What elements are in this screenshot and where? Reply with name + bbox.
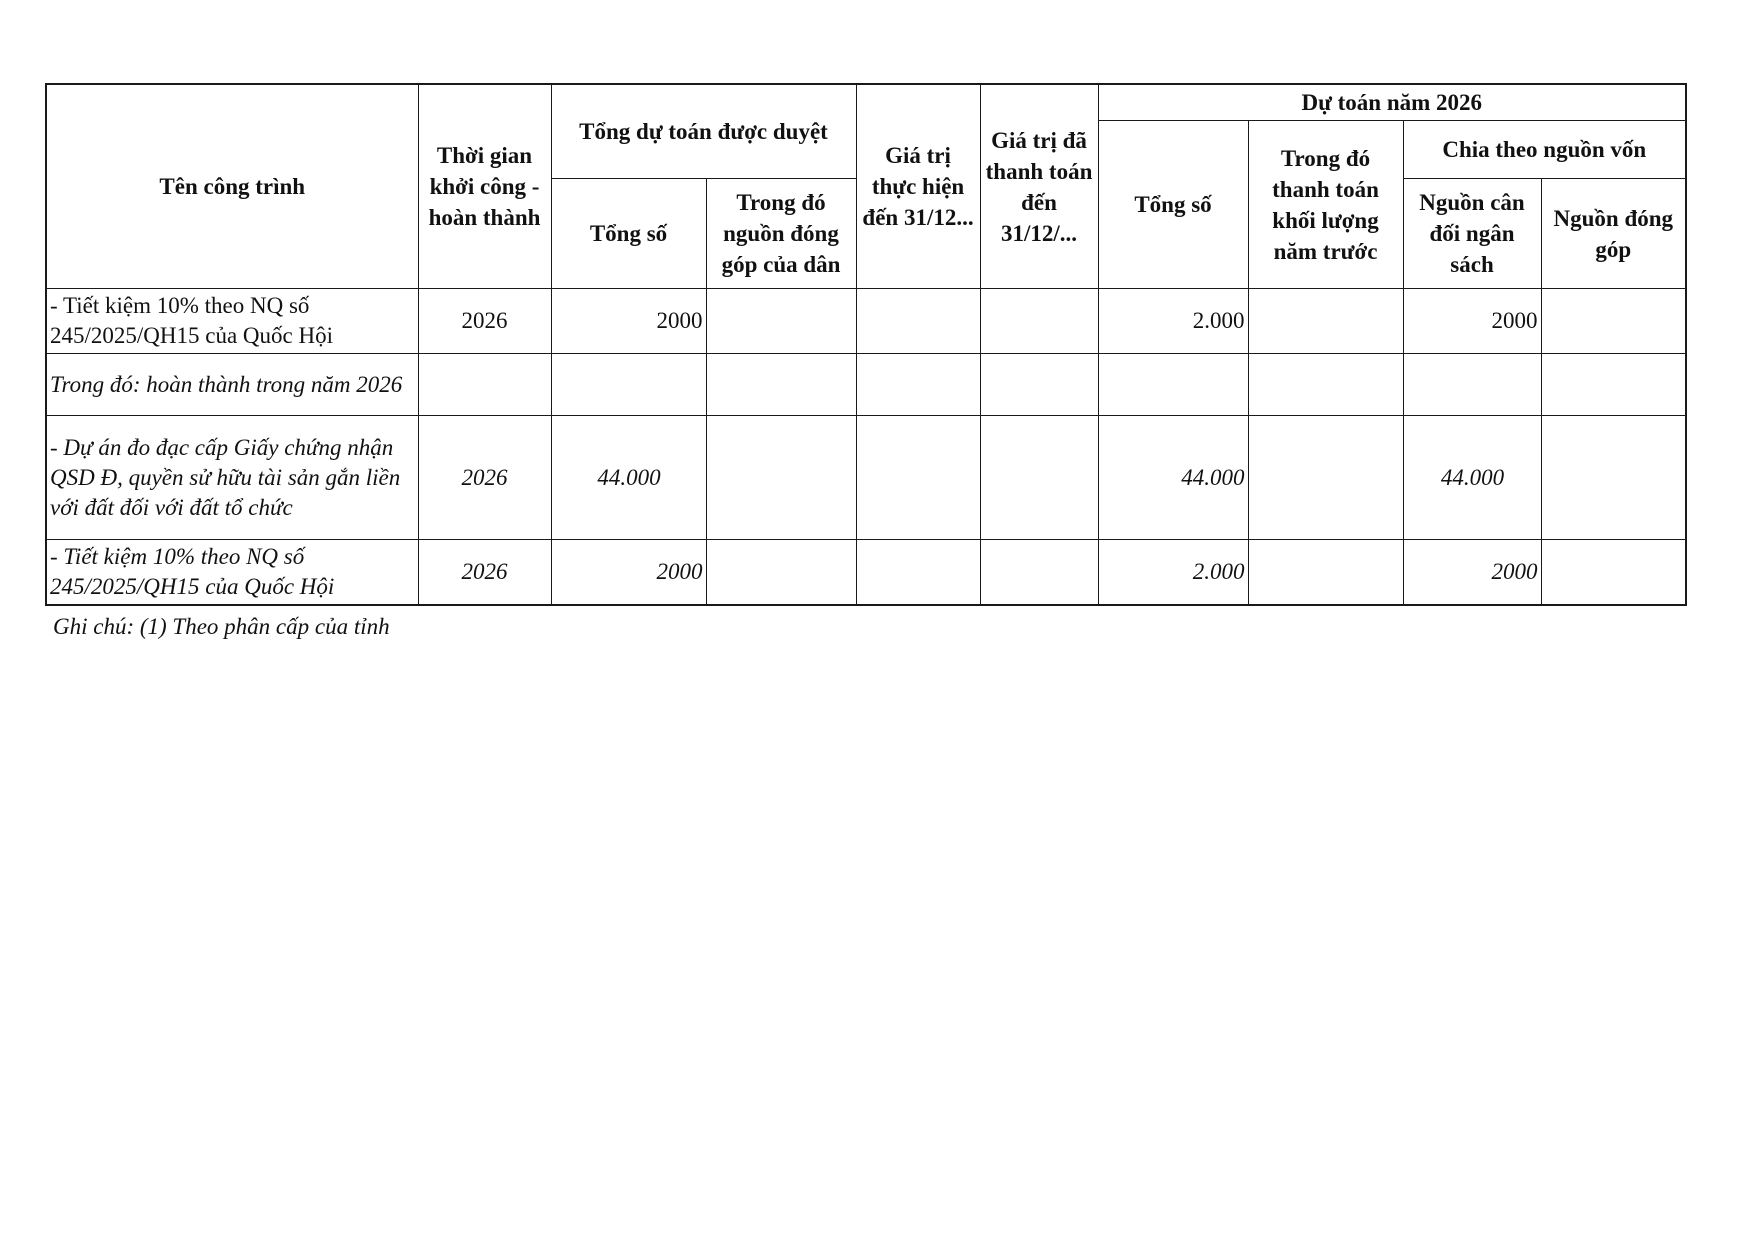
cell-value-done xyxy=(856,416,980,540)
cell-source-contrib xyxy=(1541,540,1686,606)
table-row xyxy=(46,540,1686,606)
header-name: Tên công trình xyxy=(46,84,418,289)
header-row-1 xyxy=(46,84,1686,121)
cell-name: - Dự án đo đạc cấp Giấy chứng nhận QSD Đ, quyền sử hữu tài sản gắn liền với đất đối với đất tổ chức xyxy=(46,416,418,540)
header-source-budget: Nguồn cân đối ngân sách xyxy=(1403,179,1541,289)
document-sheet xyxy=(45,83,1685,642)
header-approved-group: Tổng dự toán được duyệt xyxy=(551,84,856,179)
header-approved-total: Tổng số xyxy=(551,179,706,289)
table-row xyxy=(46,289,1686,354)
header-value-paid: Giá trị đã thanh toán đến 31/12/... xyxy=(980,84,1098,289)
cell-budget-prev xyxy=(1248,416,1403,540)
cell-name: - Tiết kiệm 10% theo NQ số 245/2025/QH15 của Quốc Hội xyxy=(46,540,418,606)
cell-budget-total: 44.000 xyxy=(1098,416,1248,540)
cell-budget-prev xyxy=(1248,354,1403,416)
header-time: Thời gian khởi công - hoàn thành xyxy=(418,84,551,289)
cell-source-budget: 44.000 xyxy=(1403,416,1541,540)
cell-budget-total xyxy=(1098,354,1248,416)
cell-value-paid xyxy=(980,416,1098,540)
cell-name: - Tiết kiệm 10% theo NQ số 245/2025/QH15 của Quốc Hội xyxy=(46,289,418,354)
cell-source-budget xyxy=(1403,354,1541,416)
header-source-group: Chia theo nguồn vốn xyxy=(1403,121,1686,179)
cell-value-paid xyxy=(980,540,1098,606)
cell-value-done xyxy=(856,289,980,354)
cell-approved-total: 2000 xyxy=(551,289,706,354)
cell-approved-total: 44.000 xyxy=(551,416,706,540)
cell-budget-total: 2.000 xyxy=(1098,540,1248,606)
cell-approved-people xyxy=(706,354,856,416)
cell-budget-prev xyxy=(1248,289,1403,354)
header-budget-total: Tổng số xyxy=(1098,121,1248,289)
budget-table xyxy=(45,83,1687,606)
cell-budget-prev xyxy=(1248,540,1403,606)
cell-time: 2026 xyxy=(418,540,551,606)
cell-approved-people xyxy=(706,289,856,354)
cell-approved-total xyxy=(551,354,706,416)
cell-value-paid xyxy=(980,289,1098,354)
footnote: Ghi chú: (1) Theo phân cấp của tỉnh xyxy=(53,614,390,639)
table-row xyxy=(46,354,1686,416)
cell-value-done xyxy=(856,354,980,416)
header-value-done: Giá trị thực hiện đến 31/12... xyxy=(856,84,980,289)
cell-source-budget: 2000 xyxy=(1403,289,1541,354)
cell-source-contrib xyxy=(1541,289,1686,354)
header-budget-prev: Trong đó thanh toán khối lượng năm trước xyxy=(1248,121,1403,289)
cell-value-paid xyxy=(980,354,1098,416)
cell-approved-people xyxy=(706,540,856,606)
cell-source-contrib xyxy=(1541,354,1686,416)
cell-approved-people xyxy=(706,416,856,540)
header-approved-people: Trong đó nguồn đóng góp của dân xyxy=(706,179,856,289)
table-row xyxy=(46,416,1686,540)
header-source-contrib: Nguồn đóng góp xyxy=(1541,179,1686,289)
cell-time: 2026 xyxy=(418,289,551,354)
cell-time: 2026 xyxy=(418,416,551,540)
cell-time xyxy=(418,354,551,416)
header-budget-group: Dự toán năm 2026 xyxy=(1098,84,1686,121)
cell-source-budget: 2000 xyxy=(1403,540,1541,606)
cell-source-contrib xyxy=(1541,416,1686,540)
cell-budget-total: 2.000 xyxy=(1098,289,1248,354)
cell-name: Trong đó: hoàn thành trong năm 2026 xyxy=(46,354,418,416)
cell-value-done xyxy=(856,540,980,606)
cell-approved-total: 2000 xyxy=(551,540,706,606)
